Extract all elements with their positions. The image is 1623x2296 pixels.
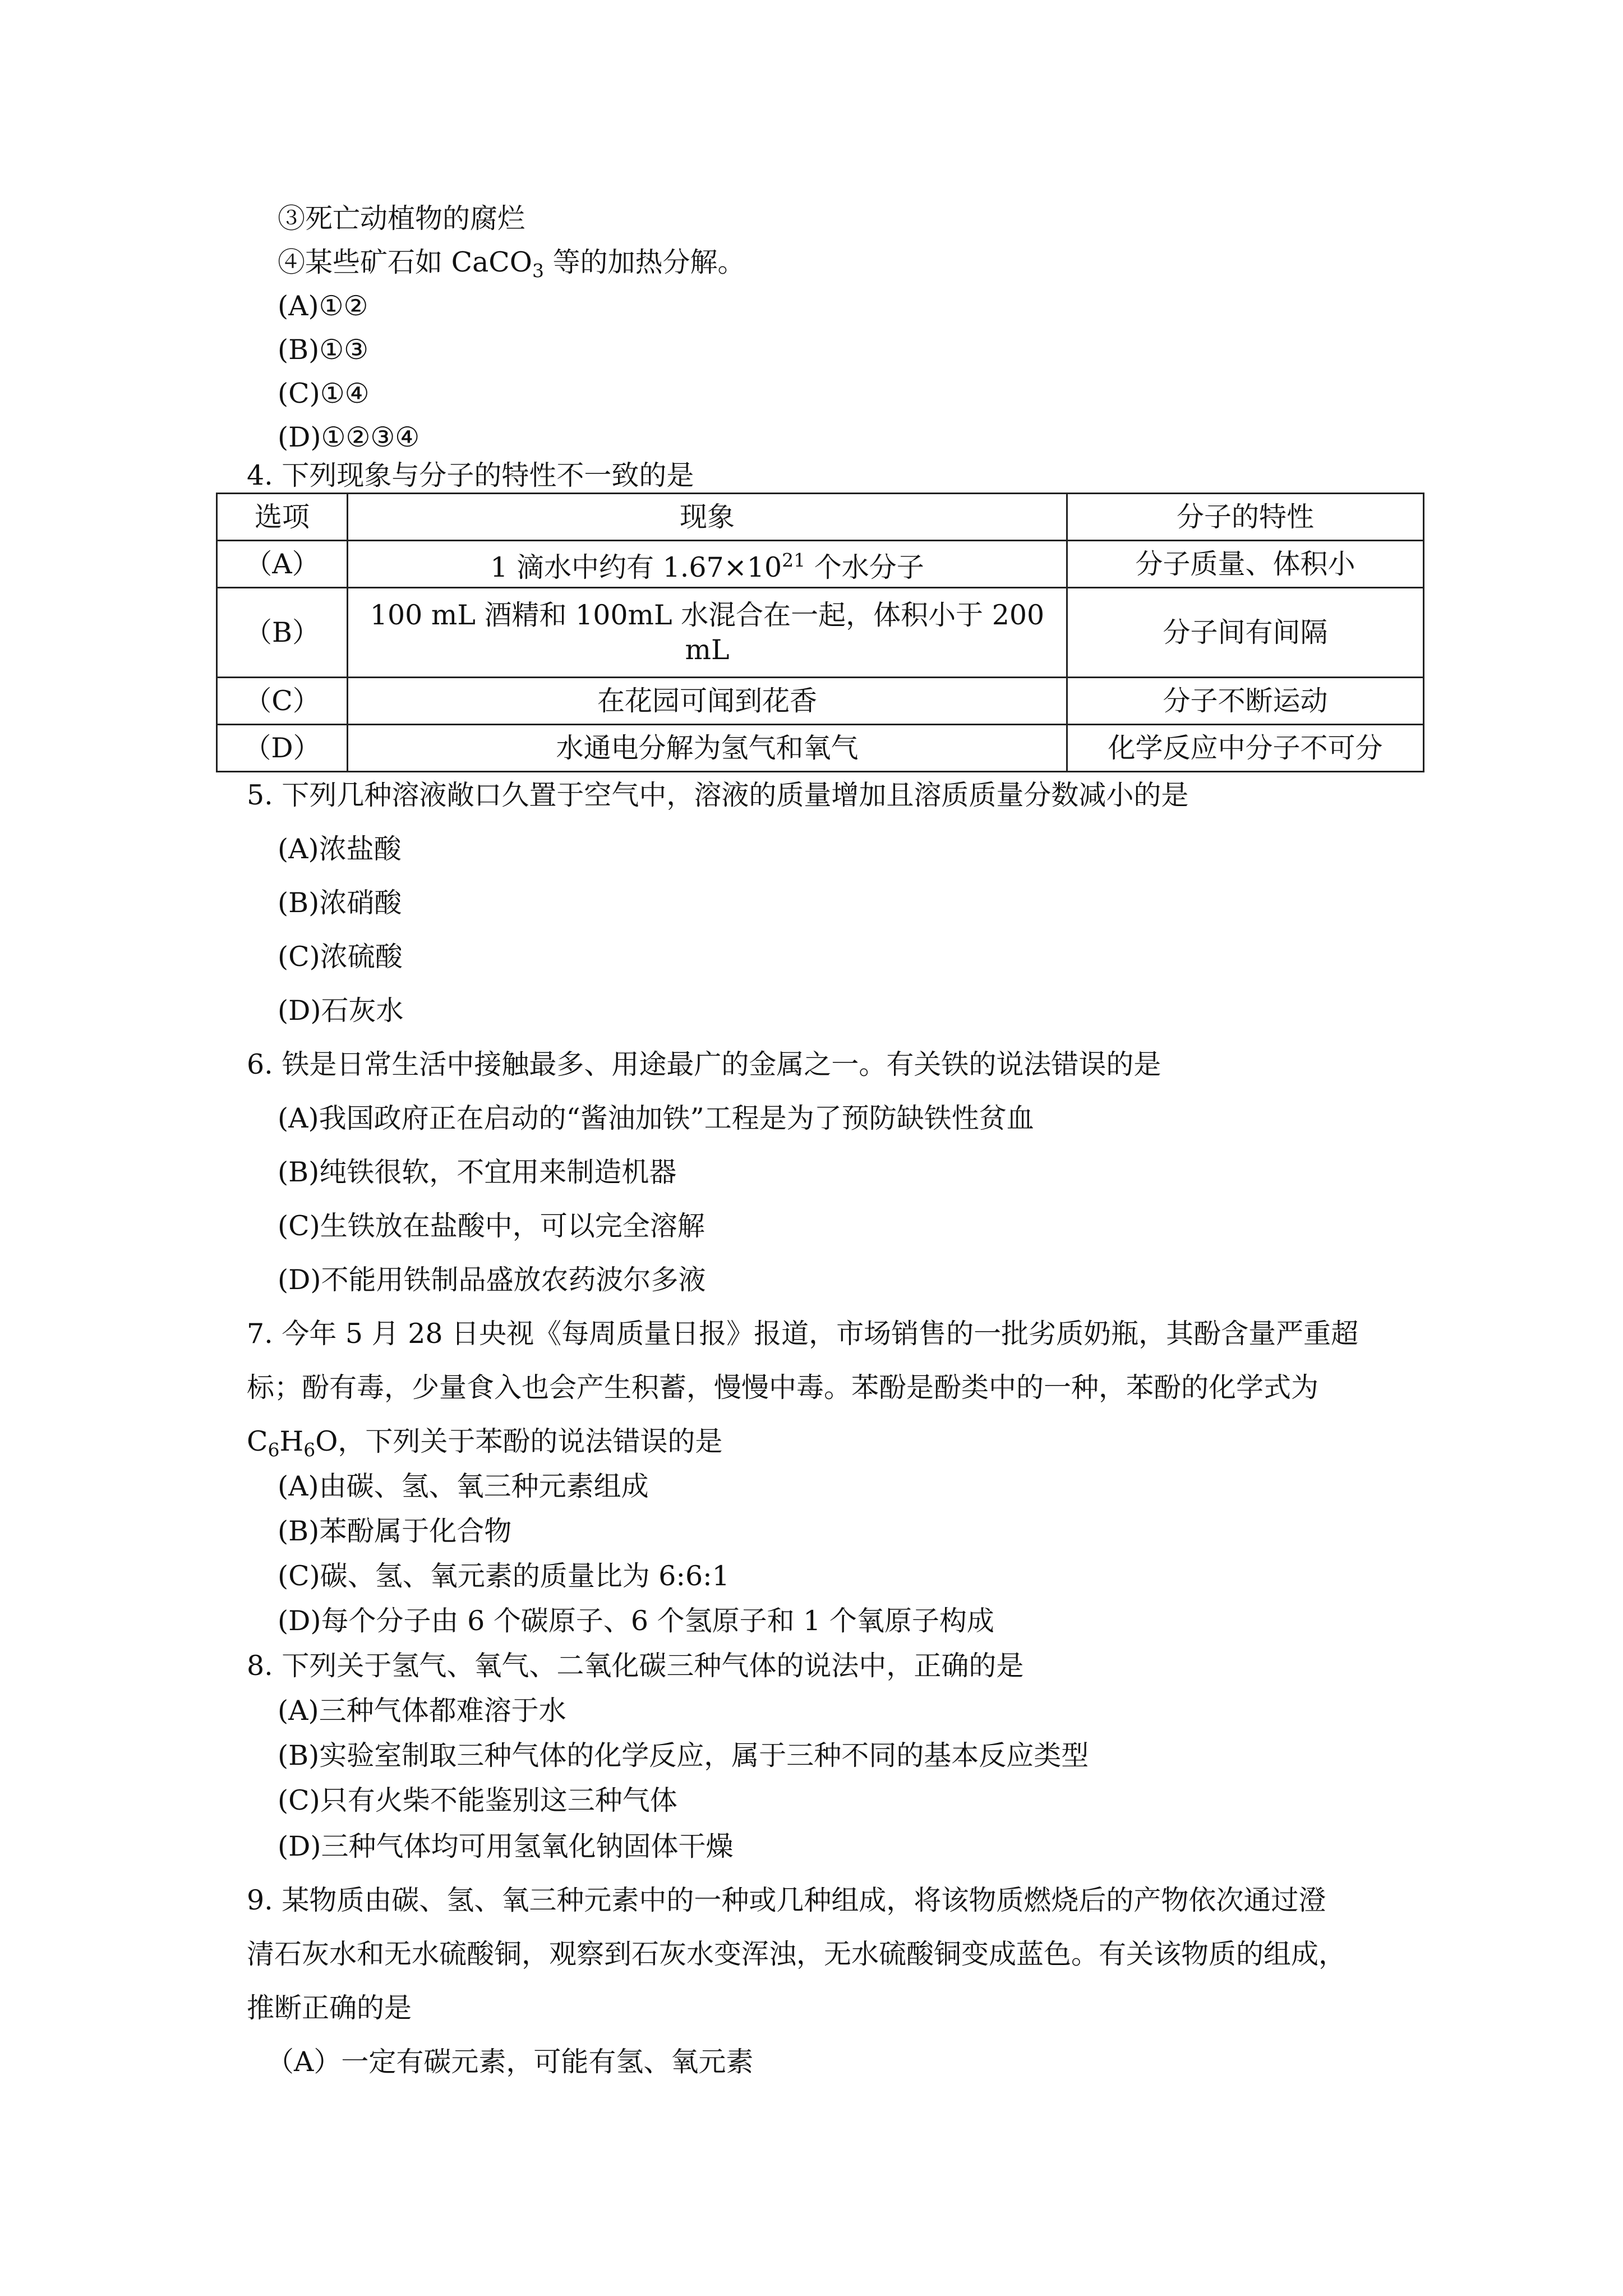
q9-option-a: （A）一定有碳元素，可能有氢、氧元素 — [266, 2046, 754, 2078]
q9-stem-line2: 清石灰水和无水硫酸铜，观察到石灰水变浑浊，无水硫酸铜变成蓝色。有关该物质的组成， — [247, 1938, 1347, 1970]
q3-item-4: ④某些矿石如 CaCO$_3$ 等的加热分解。 — [278, 246, 745, 282]
row-phenomenon: 100 mL 酒精和 100mL 水混合在一起，体积小于 200 mL — [348, 588, 1067, 678]
header-option: 选项 — [217, 494, 348, 541]
row-phenomenon: 在花园可闻到花香 — [348, 678, 1067, 725]
q3-option-a: (A)①② — [278, 290, 368, 322]
q5-option-a: (A)浓盐酸 — [278, 833, 402, 865]
row-property: 分子间有间隔 — [1067, 588, 1424, 678]
q3-item-3: ③死亡动植物的腐烂 — [278, 203, 525, 234]
q4-table — [216, 493, 1424, 772]
row-option: （D） — [217, 725, 348, 772]
row-phenomenon: 水通电分解为氢气和氧气 — [348, 725, 1067, 772]
header-property: 分子的特性 — [1067, 494, 1424, 541]
table-row — [217, 725, 1424, 772]
row-phenomenon: 1 滴水中约有 $1.67\times 10^{21}$ 个水分子 — [348, 541, 1067, 588]
q3-option-c: (C)①④ — [278, 378, 370, 409]
q4-stem: 4. 下列现象与分子的特性不一致的是 — [247, 459, 694, 491]
row-option: （B） — [217, 588, 348, 678]
table-row — [217, 588, 1424, 678]
row-option: （A） — [217, 541, 348, 588]
q5-stem: 5. 下列几种溶液敞口久置于空气中，溶液的质量增加且溶质质量分数减小的是 — [247, 779, 1189, 811]
q8-option-b: (B)实验室制取三种气体的化学反应，属于三种不同的基本反应类型 — [278, 1740, 1089, 1772]
table-row — [217, 678, 1424, 725]
table-row — [217, 541, 1424, 588]
q8-option-a: (A)三种气体都难溶于水 — [278, 1695, 566, 1727]
q7-stem-line3: $C_6H_6O$，下列关于苯酚的说法错误的是 — [247, 1425, 723, 1461]
q6-option-d: (D)不能用铁制品盛放农药波尔多液 — [278, 1264, 706, 1296]
table-header-row — [217, 494, 1424, 541]
q7-stem-line2: 标；酚有毒，少量食入也会产生积蓄，慢慢中毒。苯酚是酚类中的一种，苯酚的化学式为 — [247, 1372, 1319, 1404]
row-property: 化学反应中分子不可分 — [1067, 725, 1424, 772]
q7-option-c: (C)碳、氢、氧元素的质量比为 6:6:1 — [278, 1560, 730, 1592]
q8-stem: 8. 下列关于氢气、氧气、二氧化碳三种气体的说法中，正确的是 — [247, 1650, 1024, 1682]
row-option: （C） — [217, 678, 348, 725]
row-property: 分子质量、体积小 — [1067, 541, 1424, 588]
q9-stem-line3: 推断正确的是 — [247, 1992, 412, 2024]
q6-option-c: (C)生铁放在盐酸中，可以完全溶解 — [278, 1210, 705, 1242]
q7-stem-line1: 7. 今年 5 月 28 日央视《每周质量日报》报道，市场销售的一批劣质奶瓶，其酚含量严重超 — [247, 1318, 1359, 1350]
q6-option-a: (A)我国政府正在启动的“酱油加铁”工程是为了预防缺铁性贫血 — [278, 1102, 1034, 1134]
q6-option-b: (B)纯铁很软，不宜用来制造机器 — [278, 1156, 677, 1188]
q6-stem: 6. 铁是日常生活中接触最多、用途最广的金属之一。有关铁的说法错误的是 — [247, 1048, 1161, 1080]
header-phenomenon: 现象 — [348, 494, 1067, 541]
q5-option-b: (B)浓硝酸 — [278, 887, 402, 919]
q7-option-b: (B)苯酚属于化合物 — [278, 1515, 512, 1547]
q9-stem-line1: 9. 某物质由碳、氢、氧三种元素中的一种或几种组成，将该物质燃烧后的产物依次通过澄 — [247, 1884, 1326, 1916]
q5-option-c: (C)浓硫酸 — [278, 941, 403, 973]
q8-option-d: (D)三种气体均可用氢氧化钠固体干燥 — [278, 1830, 734, 1862]
row-property: 分子不断运动 — [1067, 678, 1424, 725]
q7-option-a: (A)由碳、氢、氧三种元素组成 — [278, 1470, 649, 1502]
q7-option-d: (D)每个分子由 6 个碳原子、6 个氢原子和 1 个氧原子构成 — [278, 1605, 994, 1637]
q3-option-d: (D)①②③④ — [278, 421, 420, 453]
q3-option-b: (B)①③ — [278, 334, 369, 366]
q5-option-d: (D)石灰水 — [278, 995, 404, 1027]
q8-option-c: (C)只有火柴不能鉴别这三种气体 — [278, 1784, 677, 1816]
